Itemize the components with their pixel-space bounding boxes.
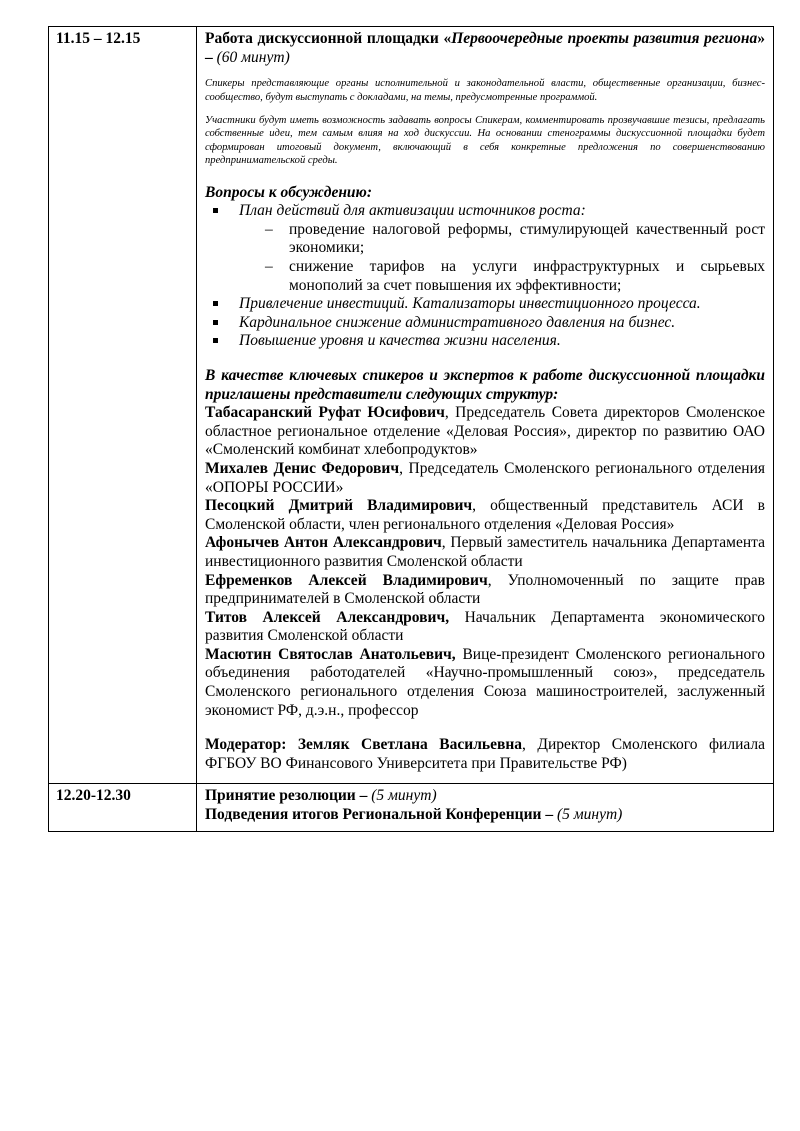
- session1-duration: (60 минут): [216, 48, 290, 66]
- speaker-entry: [205, 572, 765, 609]
- session2-item1-text: Принятие резолюции –: [205, 787, 372, 805]
- session1-title: [205, 30, 765, 67]
- questions-heading: Вопросы к обсуждению:: [205, 183, 373, 201]
- speaker-name: Песоцкий Дмитрий Владимирович: [205, 497, 473, 515]
- session2-item2-duration: (5 минут): [556, 806, 623, 824]
- session1-desc2: Участники будут иметь возможность задавать вопросы Спикерам, комментировать прозвучавшие тезисы, предлагать собственные идеи, тем самым влияя на ход дискуссии. На основании стенограммы дискуссионной площадки будет сформирован итоговый документ, включающий в себя конкретные предложения по совершенствованию предпринимательской среды.: [205, 115, 765, 167]
- speaker-name: Михалев Денис Федорович: [205, 459, 400, 477]
- speaker-entry: [205, 497, 765, 534]
- question-item: [239, 314, 765, 333]
- square-bullet-icon: [213, 301, 218, 306]
- speaker-name: Ефременков Алексей Владимирович: [205, 571, 488, 589]
- speaker-role: , Председатель Смоленского регионального отделения «ОПОРЫ РОССИИ»: [205, 459, 765, 496]
- session1-title-italic: Первоочередные проекты развития региона: [451, 30, 758, 47]
- question-text: Повышение уровня и качества жизни населения.: [239, 332, 561, 350]
- moderator: [205, 736, 765, 773]
- speaker-role: , Первый заместитель начальника Департамента инвестиционного развития Смоленской области: [205, 534, 765, 570]
- session2-content: [197, 784, 774, 831]
- session1-desc1: Спикеры представляющие органы исполнительной и законодательной власти, общественные организации, бизнес-сообщество, будут выступать с докладами, на темы, предусмотренные программой.: [205, 78, 765, 103]
- question-item: [239, 332, 765, 351]
- speaker-entry: [205, 646, 765, 720]
- question-subitem-text: проведение налоговой реформы, стимулирующей качественный рост экономики;: [289, 220, 765, 257]
- speaker-name: Табасаранский Руфат Юсифович: [205, 404, 445, 422]
- moderator-role: , Директор Смоленского филиала ФГБОУ ВО Финансового Университета при Правительстве РФ): [205, 736, 766, 772]
- session1-title-prefix: Работа дискуссионной площадки «: [205, 30, 452, 47]
- speaker-entry: [205, 404, 765, 460]
- question-subitem: [265, 258, 765, 295]
- session2-item2: [205, 806, 765, 825]
- speaker-entry: [205, 534, 765, 571]
- dash-bullet-icon: –: [265, 220, 273, 238]
- question-text: Кардинальное снижение административного давления на бизнес.: [239, 313, 676, 331]
- speakers-heading: В качестве ключевых спикеров и экспертов к работе дискуссионной площадки приглашены представители следующих структур:: [205, 366, 765, 403]
- agenda-table: [48, 26, 774, 832]
- speaker-role: Начальник Департамента экономического развития Смоленской области: [205, 608, 766, 645]
- speaker-name: Масютин Святослав Анатольевич,: [205, 645, 456, 663]
- session2-item2-text: Подведения итогов Региональной Конференции –: [205, 806, 557, 824]
- speaker-entry: [205, 609, 765, 646]
- questions-list: [205, 202, 765, 351]
- question-item: [239, 202, 765, 295]
- session1-time: 11.15 – 12.15: [49, 27, 197, 784]
- square-bullet-icon: [213, 320, 218, 325]
- session2-time: 12.20-12.30: [49, 784, 197, 831]
- square-bullet-icon: [213, 208, 218, 213]
- square-bullet-icon: [213, 338, 218, 343]
- question-text: План действий для активизации источников роста:: [239, 202, 586, 220]
- question-subitem: [265, 220, 765, 258]
- question-sublist: [239, 221, 765, 295]
- dash-bullet-icon: –: [265, 258, 273, 275]
- session2-item1: [205, 787, 765, 806]
- agenda-page: [48, 26, 774, 832]
- speaker-role: , общественный представитель АСИ в Смоленской области, член регионального отделения «Деловая Россия»: [205, 497, 765, 533]
- speakers-list: [205, 404, 765, 720]
- session1-content: [197, 27, 774, 784]
- agenda-row-session2: [49, 784, 774, 831]
- question-subitem-text: снижение тарифов на услуги инфраструктурных и сырьевых монополий за счет повышения их эффективности;: [289, 258, 765, 294]
- agenda-row-session1: [49, 27, 774, 784]
- speaker-role: , Уполномоченный по защите прав предпринимателей в Смоленской области: [205, 571, 765, 608]
- question-item: [239, 295, 765, 314]
- speaker-name: Афонычев Антон Александрович: [205, 534, 442, 552]
- moderator-name: Модератор: Земляк Светлана Васильевна: [205, 736, 523, 754]
- speaker-name: Титов Алексей Александрович,: [205, 608, 450, 626]
- session1-title-suffix: » –: [205, 30, 765, 66]
- session2-item1-duration: (5 минут): [371, 787, 437, 805]
- speaker-entry: [205, 460, 765, 497]
- speaker-role: , Председатель Совета директоров Смоленское областное региональное отделение «Деловая Россия», директор по развитию ОАО «Смоленский комбинат хлебопродуктов»: [205, 404, 765, 459]
- question-text: Привлечение инвестиций. Катализаторы инвестиционного процесса.: [239, 295, 701, 313]
- speaker-role: Вице-президент Смоленского регионального объединения работодателей «Научно-промышленный союз», председатель Смоленского регионального отделения Союза машиностроителей, заслуженный экономист РФ, д.э.н., профессор: [205, 645, 765, 719]
